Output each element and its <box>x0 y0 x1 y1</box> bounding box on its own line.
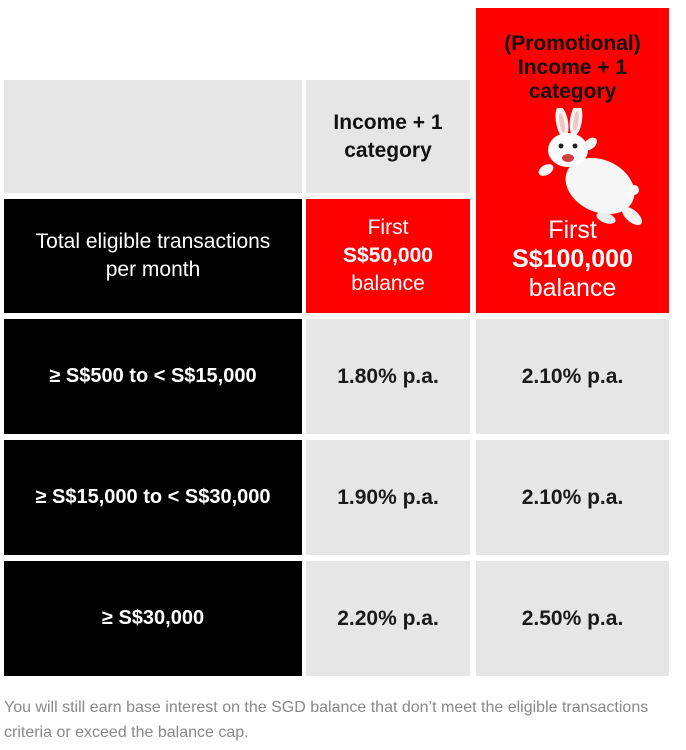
promotional-column-header <box>476 8 669 313</box>
tier-label: ≥ S$15,000 to < S$30,000 <box>35 486 271 508</box>
tier-label: ≥ S$30,000 <box>101 607 205 629</box>
rabbit-icon <box>532 108 652 233</box>
promo-rate-cell <box>476 319 669 434</box>
rate-cell <box>306 561 470 676</box>
footnote: You will still earn base interest on the SGD balance that don’t meet the eligible transactions criteria or exceed the balance cap. <box>4 699 649 741</box>
promotional-balance <box>476 216 669 303</box>
empty-header-cell <box>4 80 302 193</box>
promo-rate-value: 2.10% p.a. <box>521 364 624 388</box>
balance-cap-first: First <box>367 216 409 239</box>
promo-rate-cell <box>476 440 669 555</box>
tier-label-cell <box>4 319 302 434</box>
transactions-label-cell <box>4 199 302 313</box>
tier-label-cell <box>4 440 302 555</box>
promotional-balance-first: First <box>548 216 597 244</box>
tier-label: ≥ S$500 to < S$15,000 <box>49 365 257 387</box>
income-category-header: Income + 1 category <box>333 110 443 162</box>
promo-rate-value: 2.10% p.a. <box>521 485 624 509</box>
balance-cap-amount: S$50,000 <box>343 244 433 267</box>
balance-cap-cell <box>306 199 470 313</box>
tier-label-cell <box>4 561 302 676</box>
balance-cap-word: balance <box>351 272 425 295</box>
promo-rate-value: 2.50% p.a. <box>521 606 624 630</box>
transactions-label: Total eligible transactions per month <box>35 230 271 281</box>
rate-cell <box>306 440 470 555</box>
rate-value: 1.90% p.a. <box>337 485 439 509</box>
income-category-header-cell <box>306 80 470 193</box>
promotional-header-text: (Promotional) Income + 1 category <box>504 32 641 103</box>
rate-cell <box>306 319 470 434</box>
promotional-balance-word: balance <box>528 274 617 302</box>
rate-value: 1.80% p.a. <box>337 364 439 388</box>
rate-value: 2.20% p.a. <box>337 606 439 630</box>
promotional-balance-amount: S$100,000 <box>512 245 633 273</box>
promo-rate-cell <box>476 561 669 676</box>
